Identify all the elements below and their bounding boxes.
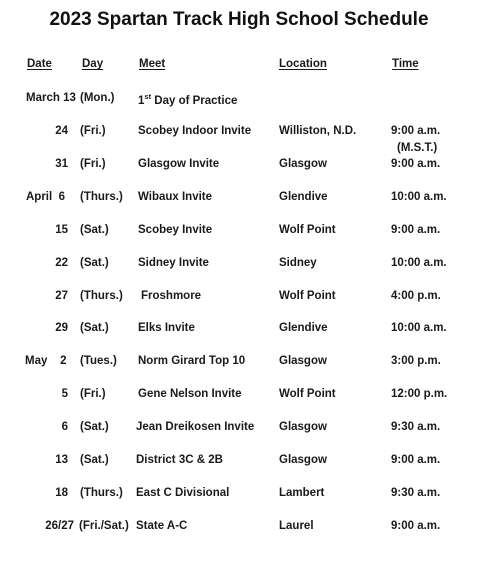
schedule-row bbox=[0, 520, 478, 540]
time-cell: 12:00 p.m. bbox=[391, 388, 448, 400]
day-cell: (Fri.) bbox=[80, 388, 106, 400]
date-cell bbox=[25, 355, 67, 367]
meet-cell: East C Divisional bbox=[136, 487, 230, 499]
day-cell: (Sat.) bbox=[80, 257, 109, 269]
date-cell: 29 bbox=[55, 322, 68, 334]
schedule-row bbox=[0, 487, 478, 507]
day-cell: (Thurs.) bbox=[80, 487, 123, 499]
time-cell: 10:00 a.m. bbox=[391, 191, 447, 203]
day-number: 6 bbox=[58, 191, 65, 203]
time-cell: 9:00 a.m. bbox=[391, 224, 441, 236]
meet-text: 1 bbox=[138, 95, 145, 107]
meet-cell: Sidney Invite bbox=[138, 257, 209, 269]
schedule-row bbox=[0, 322, 478, 342]
schedule-row bbox=[0, 257, 478, 277]
day-cell: (Fri.) bbox=[80, 125, 106, 137]
date-cell: 22 bbox=[55, 257, 68, 269]
meet-cell: Jean Dreikosen Invite bbox=[136, 421, 255, 433]
date-cell bbox=[26, 92, 76, 104]
meet-cell: Elks Invite bbox=[138, 322, 195, 334]
day-cell: (Fri./Sat.) bbox=[79, 520, 129, 532]
date-cell bbox=[26, 191, 65, 203]
location-cell: Glasgow bbox=[279, 158, 327, 170]
meet-superscript: st bbox=[144, 92, 152, 101]
schedule-row bbox=[0, 290, 478, 310]
meet-cell: State A-C bbox=[136, 520, 188, 532]
location-cell: Laurel bbox=[279, 520, 314, 532]
schedule-row bbox=[0, 191, 478, 211]
day-cell: (Tues.) bbox=[80, 355, 117, 367]
date-cell: 26/27 bbox=[45, 520, 74, 532]
time-cell: 4:00 p.m. bbox=[391, 290, 441, 302]
time-cell: 10:00 a.m. bbox=[391, 322, 447, 334]
schedule-row bbox=[0, 224, 478, 244]
month-label: April bbox=[26, 191, 53, 203]
day-cell: (Sat.) bbox=[80, 322, 109, 334]
meet-cell: Froshmore bbox=[141, 290, 202, 302]
month-label: May bbox=[25, 355, 48, 367]
time-cell: 9:00 a.m. bbox=[391, 158, 441, 170]
time-cell: 9:30 a.m. bbox=[391, 487, 441, 499]
time-note: (M.S.T.) bbox=[397, 142, 438, 154]
meet-cell: Scobey Invite bbox=[138, 224, 213, 236]
date-cell: 6 bbox=[61, 421, 68, 433]
location-cell: Wolf Point bbox=[279, 388, 336, 400]
meet-cell: District 3C & 2B bbox=[136, 454, 223, 466]
time-cell: 3:00 p.m. bbox=[391, 355, 441, 367]
meet-cell: Wibaux Invite bbox=[138, 191, 213, 203]
location-cell: Glasgow bbox=[279, 421, 327, 433]
day-cell: (Sat.) bbox=[80, 224, 109, 236]
location-cell: Glasgow bbox=[279, 355, 327, 367]
day-cell: (Thurs.) bbox=[80, 290, 123, 302]
date-cell: 18 bbox=[55, 487, 68, 499]
location-cell: Wolf Point bbox=[279, 224, 336, 236]
date-cell: 27 bbox=[55, 290, 68, 302]
day-cell: (Sat.) bbox=[80, 454, 109, 466]
day-cell: (Fri.) bbox=[80, 158, 106, 170]
meet-cell: Norm Girard Top 10 bbox=[138, 355, 246, 367]
day-number: 13 bbox=[63, 92, 76, 104]
meet-cell: Scobey Indoor Invite bbox=[138, 125, 252, 137]
location-cell: Williston, N.D. bbox=[279, 125, 357, 137]
page-title: 2023 Spartan Track High School Schedule bbox=[49, 9, 429, 30]
time-cell: 9:00 a.m. bbox=[391, 125, 441, 137]
meet-cell: Glasgow Invite bbox=[138, 158, 220, 170]
day-cell: (Mon.) bbox=[80, 92, 115, 104]
location-cell: Glasgow bbox=[279, 454, 327, 466]
location-cell: Lambert bbox=[279, 487, 325, 499]
header-date: Date bbox=[27, 58, 52, 70]
schedule-row bbox=[0, 158, 478, 178]
day-cell: (Thurs.) bbox=[80, 191, 123, 203]
meet-text: Day of Practice bbox=[151, 95, 238, 107]
location-cell: Sidney bbox=[279, 257, 317, 269]
time-cell: 9:30 a.m. bbox=[391, 421, 441, 433]
day-cell: (Sat.) bbox=[80, 421, 109, 433]
date-cell: 13 bbox=[55, 454, 68, 466]
schedule-row bbox=[0, 421, 478, 441]
location-cell: Wolf Point bbox=[279, 290, 336, 302]
header-location: Location bbox=[279, 58, 327, 70]
header-day: Day bbox=[82, 58, 104, 70]
date-cell: 24 bbox=[55, 125, 68, 137]
schedule-row bbox=[0, 92, 478, 112]
schedule-row bbox=[0, 355, 478, 375]
date-cell: 15 bbox=[55, 224, 68, 236]
schedule-row bbox=[0, 454, 478, 474]
location-cell: Glendive bbox=[279, 191, 328, 203]
day-number: 2 bbox=[60, 355, 67, 367]
date-cell: 31 bbox=[55, 158, 68, 170]
meet-cell bbox=[138, 92, 237, 107]
location-cell: Glendive bbox=[279, 322, 328, 334]
date-cell: 5 bbox=[61, 388, 68, 400]
header-time: Time bbox=[392, 58, 419, 70]
time-cell: 9:00 a.m. bbox=[391, 454, 441, 466]
month-label: March bbox=[26, 92, 60, 104]
time-cell: 10:00 a.m. bbox=[391, 257, 447, 269]
schedule-row bbox=[0, 388, 478, 408]
header-meet: Meet bbox=[139, 58, 166, 70]
meet-cell: Gene Nelson Invite bbox=[138, 388, 242, 400]
time-cell: 9:00 a.m. bbox=[391, 520, 441, 532]
